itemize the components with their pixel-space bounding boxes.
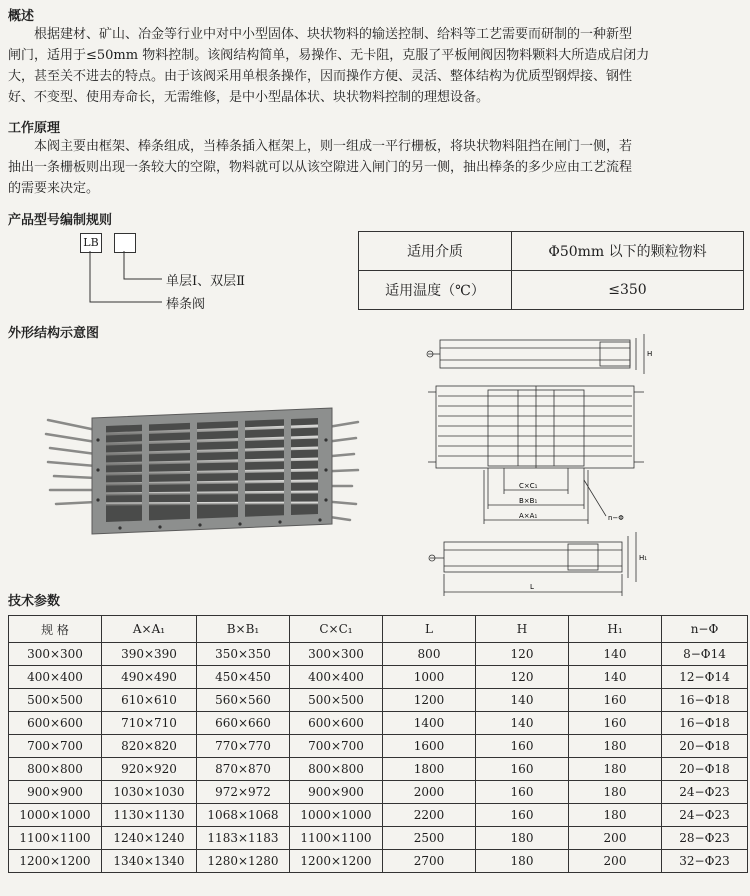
overview-paragraph <box>8 24 742 108</box>
principle-heading: 工作原理 <box>8 121 61 136</box>
col-header: n−Φ <box>662 616 748 643</box>
specs-cell: 700×700 <box>9 735 102 758</box>
specs-cell: 560×560 <box>197 689 290 712</box>
specs-cell: 2500 <box>383 827 476 850</box>
specs-cell: 1000×1000 <box>9 804 102 827</box>
specs-cell: 180 <box>569 735 662 758</box>
specs-cell: 800×800 <box>290 758 383 781</box>
specs-cell: 870×870 <box>197 758 290 781</box>
specs-row <box>9 712 748 735</box>
application-table <box>358 231 744 310</box>
specs-cell: 900×900 <box>290 781 383 804</box>
specs-cell: 120 <box>476 643 569 666</box>
application-label: 适用介质 <box>359 232 512 271</box>
specs-cell: 180 <box>569 781 662 804</box>
dim-b-label: B×B₁ <box>519 497 538 505</box>
dim-c-label: C×C₁ <box>519 482 538 490</box>
specs-cell: 920×920 <box>102 758 197 781</box>
dim-h-label: H <box>647 350 653 358</box>
specs-cell: 1280×1280 <box>197 850 290 873</box>
col-header: H₁ <box>569 616 662 643</box>
specs-cell: 24−Φ23 <box>662 804 748 827</box>
specs-row <box>9 689 748 712</box>
specs-row <box>9 827 748 850</box>
product-photo <box>40 400 365 540</box>
specs-cell: 1100×1100 <box>290 827 383 850</box>
specs-cell: 16−Φ18 <box>662 712 748 735</box>
specs-cell: 200 <box>569 850 662 873</box>
specs-cell: 600×600 <box>9 712 102 735</box>
specs-cell: 1600 <box>383 735 476 758</box>
specs-cell: 2200 <box>383 804 476 827</box>
principle-line: 的需要来决定。 <box>8 181 100 196</box>
specs-cell: 140 <box>569 666 662 689</box>
specs-cell: 160 <box>476 804 569 827</box>
layer-label: 单层Ⅰ、双层Ⅱ <box>166 274 245 289</box>
overview-heading: 概述 <box>8 9 35 24</box>
principle-line: 抽出一条栅板则出现一条较大的空隙，物料就可以从该空隙进入闸门的另一侧，抽出棒条的多少应由工艺流程 <box>8 160 633 175</box>
specs-cell: 400×400 <box>290 666 383 689</box>
application-row <box>359 232 744 271</box>
specs-cell: 300×300 <box>9 643 102 666</box>
specs-cell: 24−Φ23 <box>662 781 748 804</box>
specs-cell: 1000 <box>383 666 476 689</box>
specs-cell: 1400 <box>383 712 476 735</box>
specs-cell: 20−Φ18 <box>662 735 748 758</box>
specs-cell: 600×600 <box>290 712 383 735</box>
bottom-view-frame <box>444 542 622 572</box>
specs-cell: 700×700 <box>290 735 383 758</box>
specs-cell: 28−Φ23 <box>662 827 748 850</box>
col-header: L <box>383 616 476 643</box>
specs-cell: 180 <box>476 850 569 873</box>
specs-table <box>8 615 748 873</box>
overview-line: 好、不变型、使用寿命长，无需维修，是中小型晶体状、块状物料控制的理想设备。 <box>8 90 490 105</box>
specs-cell: 1240×1240 <box>102 827 197 850</box>
col-header: A×A₁ <box>102 616 197 643</box>
specs-cell: 710×710 <box>102 712 197 735</box>
specs-cell: 1200×1200 <box>9 850 102 873</box>
specs-row <box>9 781 748 804</box>
specs-row <box>9 666 748 689</box>
dim-n-label: n−Φ <box>608 514 624 522</box>
specs-cell: 140 <box>476 689 569 712</box>
specs-cell: 610×610 <box>102 689 197 712</box>
dim-a-label: A×A₁ <box>519 512 538 520</box>
specs-cell: 800×800 <box>9 758 102 781</box>
specs-cell: 490×490 <box>102 666 197 689</box>
specs-cell: 1200×1200 <box>290 850 383 873</box>
model-code-leader-lines <box>80 251 170 311</box>
specs-cell: 972×972 <box>197 781 290 804</box>
specs-cell: 140 <box>569 643 662 666</box>
application-value: Φ50mm 以下的颗粒物料 <box>512 232 744 271</box>
specs-cell: 390×390 <box>102 643 197 666</box>
specs-heading: 技术参数 <box>8 594 61 609</box>
specs-cell: 20−Φ18 <box>662 758 748 781</box>
specs-cell: 400×400 <box>9 666 102 689</box>
specs-cell: 1000×1000 <box>290 804 383 827</box>
specs-cell: 160 <box>569 712 662 735</box>
overview-line: 大，甚至关不进去的特点。由于该阀采用单根条操作，因而操作方便、灵活、整体结构为优质型钢焊接、钢性 <box>8 69 633 84</box>
col-header: H <box>476 616 569 643</box>
specs-cell: 500×500 <box>9 689 102 712</box>
specs-cell: 1800 <box>383 758 476 781</box>
overview-line: 闸门，适用于≤50mm 物料控制。该阀结构简单，易操作、无卡阻，克服了平板闸阀因物料颗料大所造成启闭力 <box>8 48 650 63</box>
specs-cell: 180 <box>569 758 662 781</box>
specs-cell: 800 <box>383 643 476 666</box>
side-view-frame <box>440 340 630 368</box>
dim-l-label: L <box>530 583 534 591</box>
specs-cell: 1030×1030 <box>102 781 197 804</box>
col-header: C×C₁ <box>290 616 383 643</box>
specs-cell: 300×300 <box>290 643 383 666</box>
overview-line: 根据建材、矿山、冶金等行业中对中小型固体、块状物料的输送控制、给料等工艺需要而研制的一种新型 <box>34 27 633 42</box>
model-prefix-box: LB <box>80 233 102 253</box>
specs-cell: 160 <box>476 758 569 781</box>
specs-cell: 1130×1130 <box>102 804 197 827</box>
specs-cell: 1100×1100 <box>9 827 102 850</box>
specs-cell: 120 <box>476 666 569 689</box>
specs-row <box>9 735 748 758</box>
specs-cell: 16−Φ18 <box>662 689 748 712</box>
specs-row <box>9 643 748 666</box>
specs-cell: 180 <box>569 804 662 827</box>
specs-cell: 160 <box>476 781 569 804</box>
specs-cell: 8−Φ14 <box>662 643 748 666</box>
dim-h1-label: H₁ <box>639 554 648 562</box>
specs-cell: 200 <box>569 827 662 850</box>
specs-cell: 1340×1340 <box>102 850 197 873</box>
specs-cell: 820×820 <box>102 735 197 758</box>
specs-cell: 900×900 <box>9 781 102 804</box>
specs-row <box>9 804 748 827</box>
application-label: 适用温度（℃） <box>359 271 512 310</box>
valve-label: 棒条阀 <box>166 297 206 312</box>
specs-header-row <box>9 616 748 643</box>
specs-cell: 500×500 <box>290 689 383 712</box>
specs-cell: 1200 <box>383 689 476 712</box>
specs-cell: 450×450 <box>197 666 290 689</box>
specs-cell: 1183×1183 <box>197 827 290 850</box>
specs-cell: 350×350 <box>197 643 290 666</box>
specs-cell: 160 <box>476 735 569 758</box>
specs-cell: 2000 <box>383 781 476 804</box>
application-row <box>359 271 744 310</box>
specs-cell: 660×660 <box>197 712 290 735</box>
specs-cell: 180 <box>476 827 569 850</box>
model-code-heading: 产品型号编制规则 <box>8 213 113 228</box>
application-value: ≤350 <box>512 271 744 310</box>
specs-row <box>9 758 748 781</box>
drawing-heading: 外形结构示意图 <box>8 326 100 341</box>
specs-cell: 2700 <box>383 850 476 873</box>
specs-cell: 160 <box>569 689 662 712</box>
specs-cell: 140 <box>476 712 569 735</box>
col-header: B×B₁ <box>197 616 290 643</box>
technical-drawing <box>418 330 658 610</box>
specs-cell: 32−Φ23 <box>662 850 748 873</box>
specs-cell: 12−Φ14 <box>662 666 748 689</box>
specs-cell: 1068×1068 <box>197 804 290 827</box>
principle-line: 本阀主要由框架、棒条组成，当棒条插入框架上，则一组成一平行栅板，将块状物料阻挡在闸门一侧，若 <box>34 139 633 154</box>
col-header: 规 格 <box>9 616 102 643</box>
specs-row <box>9 850 748 873</box>
specs-cell: 770×770 <box>197 735 290 758</box>
model-layer-box <box>114 233 136 253</box>
principle-paragraph <box>8 136 742 199</box>
